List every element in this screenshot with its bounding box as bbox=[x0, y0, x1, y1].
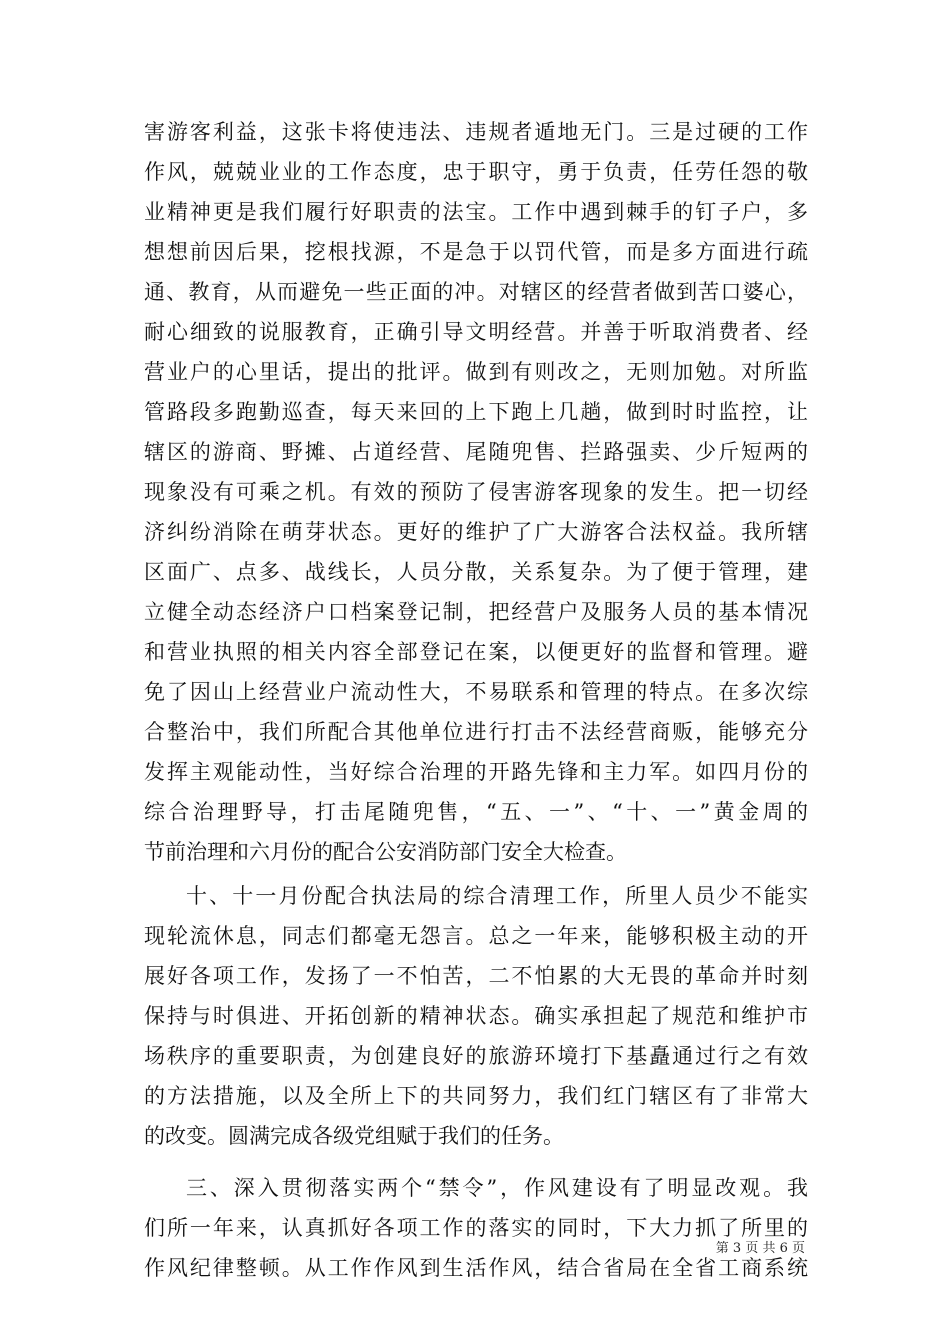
paragraph-1 bbox=[144, 112, 808, 872]
paragraph-spacer bbox=[144, 1156, 808, 1168]
text-line: 业精神更是我们履行好职责的法宝。工作中遇到棘手的钉子户，多 bbox=[144, 200, 808, 224]
text-line: 辖区的游商、野摊、占道经营、尾随兜售、拦路强卖、少斤短两的 bbox=[144, 440, 808, 464]
text-line: 的改变。圆满完成各级党组赋于我们的任务。 bbox=[144, 1124, 564, 1148]
text-line: 耐心细致的说服教育，正确引导文明经营。并善于听取消费者、经 bbox=[144, 320, 808, 344]
text-line: 十、十一月份配合执法局的综合清理工作，所里人员少不能实 bbox=[186, 884, 808, 908]
text-line: 作风纪律整顿。从工作作风到生活作风，结合省局在全省工商系统 bbox=[144, 1256, 808, 1280]
text-line: 场秩序的重要职责，为创建良好的旅游环境打下基矗通过行之有效 bbox=[144, 1044, 808, 1068]
text-line: 发挥主观能动性，当好综合治理的开路先锋和主力军。如四月份的 bbox=[144, 760, 808, 784]
text-line: 展好各项工作，发扬了一不怕苦，二不怕累的大无畏的革命并时刻 bbox=[144, 964, 808, 988]
paragraph-2 bbox=[144, 876, 808, 1156]
text-line: 区面广、点多、战线长，人员分散，关系复杂。为了便于管理，建 bbox=[144, 560, 808, 584]
text-line: 合整治中，我们所配合其他单位进行打击不法经营商贩，能够充分 bbox=[144, 720, 808, 744]
text-line: 保持与时俱进、开拓创新的精神状态。确实承担起了规范和维护市 bbox=[144, 1004, 808, 1028]
text-line: 作风，兢兢业业的工作态度，忠于职守，勇于负责，任劳任怨的敬 bbox=[144, 160, 808, 184]
text-line: 节前治理和六月份的配合公安消防部门安全大检查。 bbox=[144, 840, 627, 864]
text-line: 想想前因后果，挖根找源，不是急于以罚代管，而是多方面进行疏 bbox=[144, 240, 808, 264]
text-line: 害游客利益，这张卡将使违法、违规者遁地无门。三是过硬的工作 bbox=[144, 120, 808, 144]
text-line: 和营业执照的相关内容全部登记在案，以便更好的监督和管理。避 bbox=[144, 640, 808, 664]
text-line: 立健全动态经济户口档案登记制，把经营户及服务人员的基本情况 bbox=[144, 600, 808, 624]
text-line: 三、深入贯彻落实两个“禁令”，作风建设有了明显改观。我 bbox=[186, 1176, 808, 1200]
text-line: 营业户的心里话，提出的批评。做到有则改之，无则加勉。对所监 bbox=[144, 360, 808, 384]
text-line: 的方法措施，以及全所上下的共同努力，我们红门辖区有了非常大 bbox=[144, 1084, 808, 1108]
document-body bbox=[144, 112, 808, 1288]
text-line: 现轮流休息，同志们都毫无怨言。总之一年来，能够积极主动的开 bbox=[144, 924, 808, 948]
text-line: 综合治理野导，打击尾随兜售，“五、一”、“十、一”黄金周的 bbox=[144, 800, 808, 824]
text-line: 免了因山上经营业户流动性大，不易联系和管理的特点。在多次综 bbox=[144, 680, 808, 704]
text-line: 通、教育，从而避免一些正面的冲。对辖区的经营者做到苦口婆心， bbox=[144, 280, 808, 304]
text-line: 现象没有可乘之机。有效的预防了侵害游客现象的发生。把一切经 bbox=[144, 480, 808, 504]
text-line: 们所一年来，认真抓好各项工作的落实的同时，下大力抓了所里的 bbox=[144, 1216, 808, 1240]
paragraph-3 bbox=[144, 1168, 808, 1288]
text-line: 管路段多跑勤巡查，每天来回的上下跑上几趟，做到时时监控，让 bbox=[144, 400, 808, 424]
page-number-footer: 第 3 页 共 6 页 bbox=[715, 1241, 805, 1256]
text-line: 济纠纷消除在萌芽状态。更好的维护了广大游客合法权益。我所辖 bbox=[144, 520, 808, 544]
